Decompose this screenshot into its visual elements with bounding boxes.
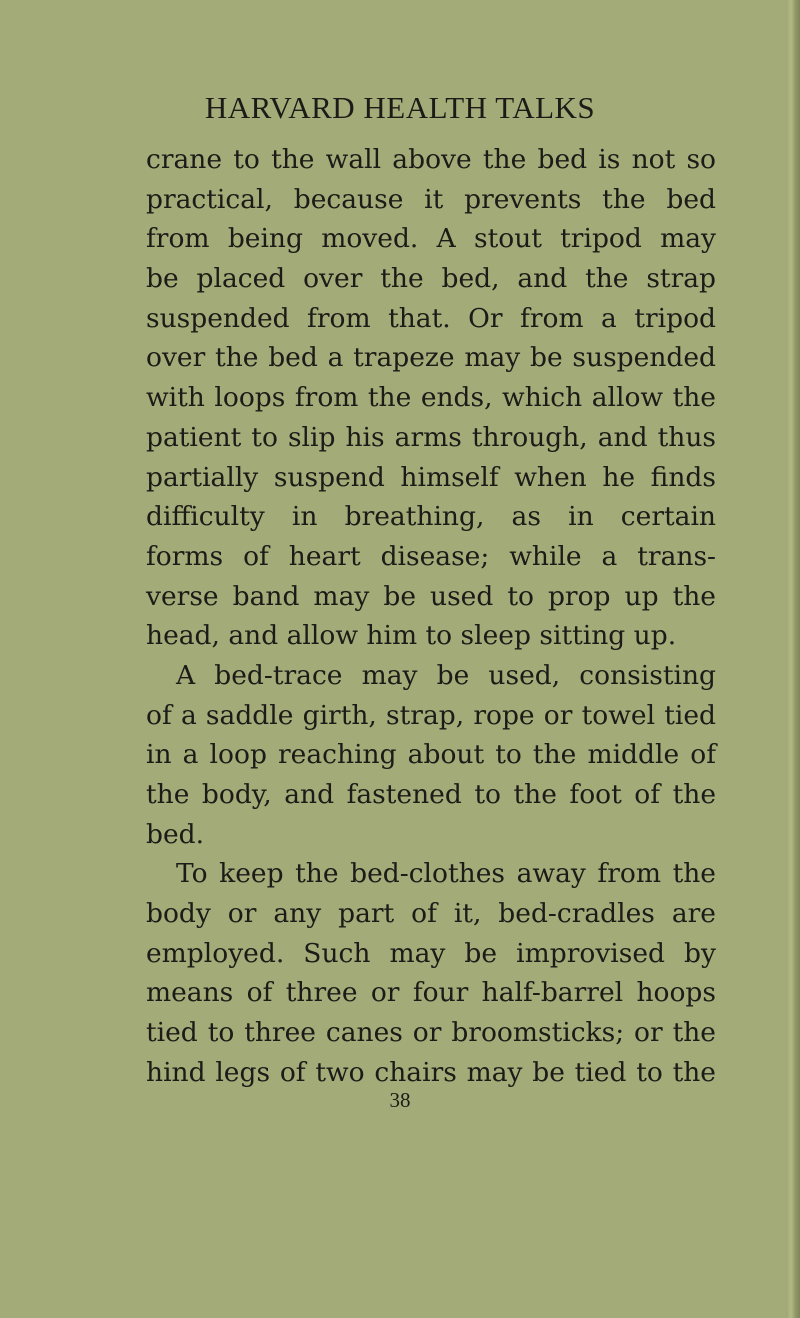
running-head: HARVARD HEALTH TALKS [204,90,596,125]
page-edge [786,0,800,1318]
text-line: crane to the wall above the bed is not so [146,144,716,175]
text-line: body or any part of it, bed-cradles are [146,898,716,930]
text-line: bed. [146,818,205,850]
text-line: means of three or four half-barrel hoops [146,977,716,1009]
text-line: with loops from the ends, which allow the [146,382,716,414]
text-line: be placed over the bed, and the strap [146,263,716,295]
text-line: in a loop reaching about to the middle of [146,739,716,771]
text-line: partially suspend himself when he finds [146,461,716,493]
text-line: patient to slip his arms through, and thus [146,421,716,453]
text-line: forms of heart disease; while a trans- [146,540,716,572]
text-line: verse band may be used to prop up the [146,580,716,612]
text-line: hind legs of two chairs may be tied to the [146,1056,716,1088]
text-line: head, and allow him to sleep sitting up. [146,620,677,652]
text-line: To keep the bed-clothes away from the [176,858,716,890]
text-line: A bed-trace may be used, consisting [176,659,716,691]
text-line: tied to three canes or broomsticks; or the [146,1017,716,1049]
text-line: suspended from that. Or from a tripod [146,302,716,334]
page-number: 38 [389,1088,411,1112]
text-line: of a saddle girth, strap, rope or towel tied [146,699,716,731]
text-line: practical, because it prevents the bed [146,183,716,215]
text-line: employed. Such may be improvised by [146,937,716,969]
text-line: difficulty in breathing, as in certain [146,501,716,533]
text-line: the body, and fastened to the foot of the [146,779,716,810]
text-line: over the bed a trapeze may be suspended [146,342,716,374]
body-text [146,140,716,1093]
text-line: from being moved. A stout tripod may [146,223,716,255]
